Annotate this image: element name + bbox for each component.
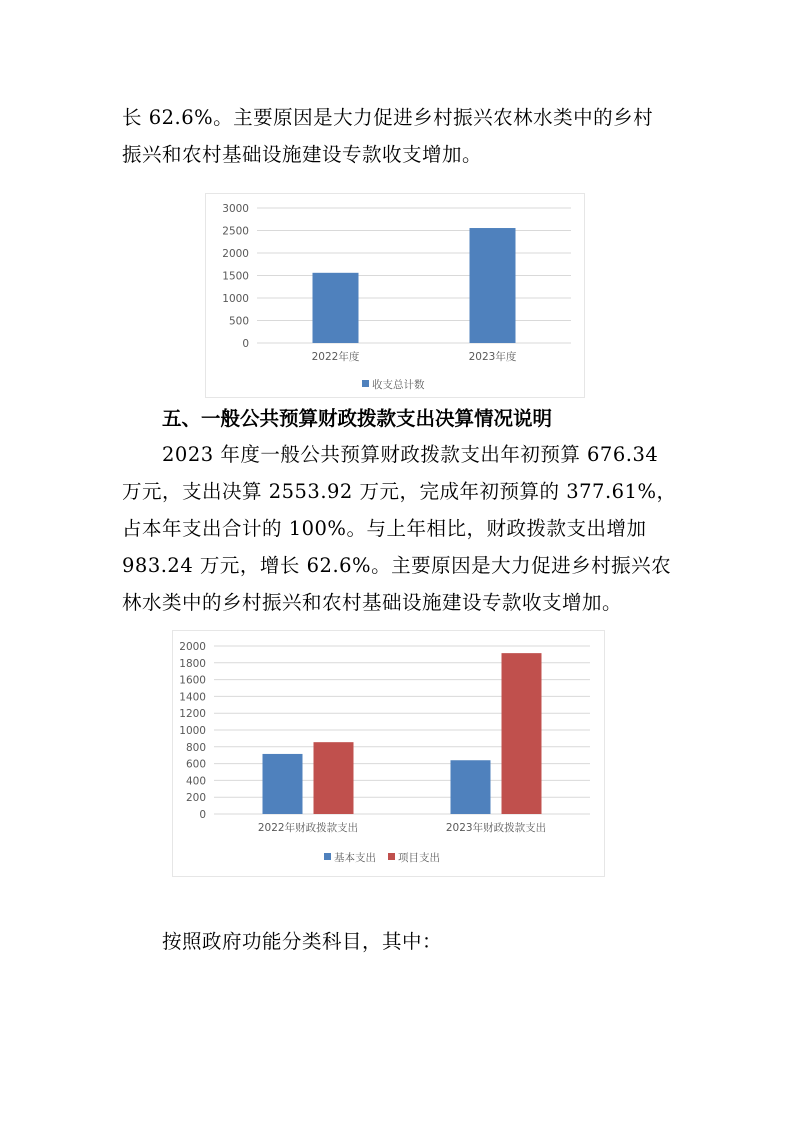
- paragraph-main-line-2: 万元，支出决算 2553.92 万元，完成年初预算的 377.61%，: [122, 480, 677, 503]
- paragraph-main-line-1: 2023 年度一般公共预算财政拨款支出年初预算 676.34: [162, 443, 659, 466]
- bar-1-1: [313, 273, 359, 343]
- bar-2-2: [502, 653, 542, 814]
- paragraph-main-line-4: 983.24 万元，增长 62.6%。主要原因是大力促进乡村振兴农: [122, 554, 672, 577]
- chart-total-income-expense: [205, 193, 585, 398]
- y-tick-label: 2000: [222, 248, 249, 260]
- legend-swatch-1: [362, 380, 369, 387]
- paragraph-bottom: 按照政府功能分类科目，其中：: [162, 930, 443, 953]
- y-tick-label: 1600: [179, 674, 206, 687]
- y-tick-label: 1400: [179, 691, 206, 704]
- paragraph-top-line-1: 长 62.6%。主要原因是大力促进乡村振兴农林水类中的乡村: [122, 106, 654, 129]
- y-tick-label: 2000: [179, 641, 206, 653]
- y-tick-label: 500: [228, 315, 249, 328]
- legend-label-1: 收支总计数: [372, 379, 425, 391]
- y-tick-label: 1500: [222, 270, 249, 283]
- y-tick-label: 800: [185, 741, 206, 754]
- chart-2-svg: [172, 630, 605, 877]
- paragraph-main-line-3: 占本年支出合计的 100%。与上年相比，财政拨款支出增加: [122, 517, 647, 540]
- y-tick-label: 200: [185, 792, 206, 805]
- y-tick-label: 3000: [222, 203, 249, 215]
- y-tick-label: 1000: [179, 725, 206, 737]
- bar-2-1: [314, 742, 354, 814]
- y-tick-label: 2500: [222, 225, 249, 238]
- x-category-label: 2022年财政拨款支出: [257, 822, 359, 834]
- y-tick-label: 1200: [179, 708, 206, 721]
- y-tick-label: 400: [185, 775, 206, 788]
- paragraph-main-line-5: 林水类中的乡村振兴和农村基础设施建设专款收支增加。: [122, 591, 623, 614]
- bar-1-2: [470, 228, 516, 343]
- x-category-label: 2023年度: [468, 351, 517, 363]
- y-tick-label: 1000: [222, 293, 249, 305]
- chart-fiscal-appropriation: [172, 630, 605, 877]
- chart-1-svg: [205, 193, 585, 398]
- bar-1-1: [263, 754, 303, 814]
- y-tick-label: 0: [242, 338, 249, 350]
- bar-1-2: [451, 760, 491, 814]
- legend-swatch-1: [324, 853, 331, 860]
- y-tick-label: 600: [185, 758, 206, 771]
- section-heading: 五、一般公共预算财政拨款支出决算情况说明: [162, 407, 553, 430]
- y-tick-label: 0: [199, 809, 206, 821]
- chart-frame: [206, 194, 585, 398]
- x-category-label: 2022年度: [311, 351, 360, 363]
- x-category-label: 2023年财政拨款支出: [445, 822, 547, 834]
- legend-label-1: 基本支出: [334, 852, 376, 864]
- legend-label-2: 项目支出: [398, 852, 440, 864]
- legend-swatch-2: [388, 853, 395, 860]
- paragraph-top-line-2: 振兴和农村基础设施建设专款收支增加。: [122, 143, 483, 166]
- y-tick-label: 1800: [179, 657, 206, 670]
